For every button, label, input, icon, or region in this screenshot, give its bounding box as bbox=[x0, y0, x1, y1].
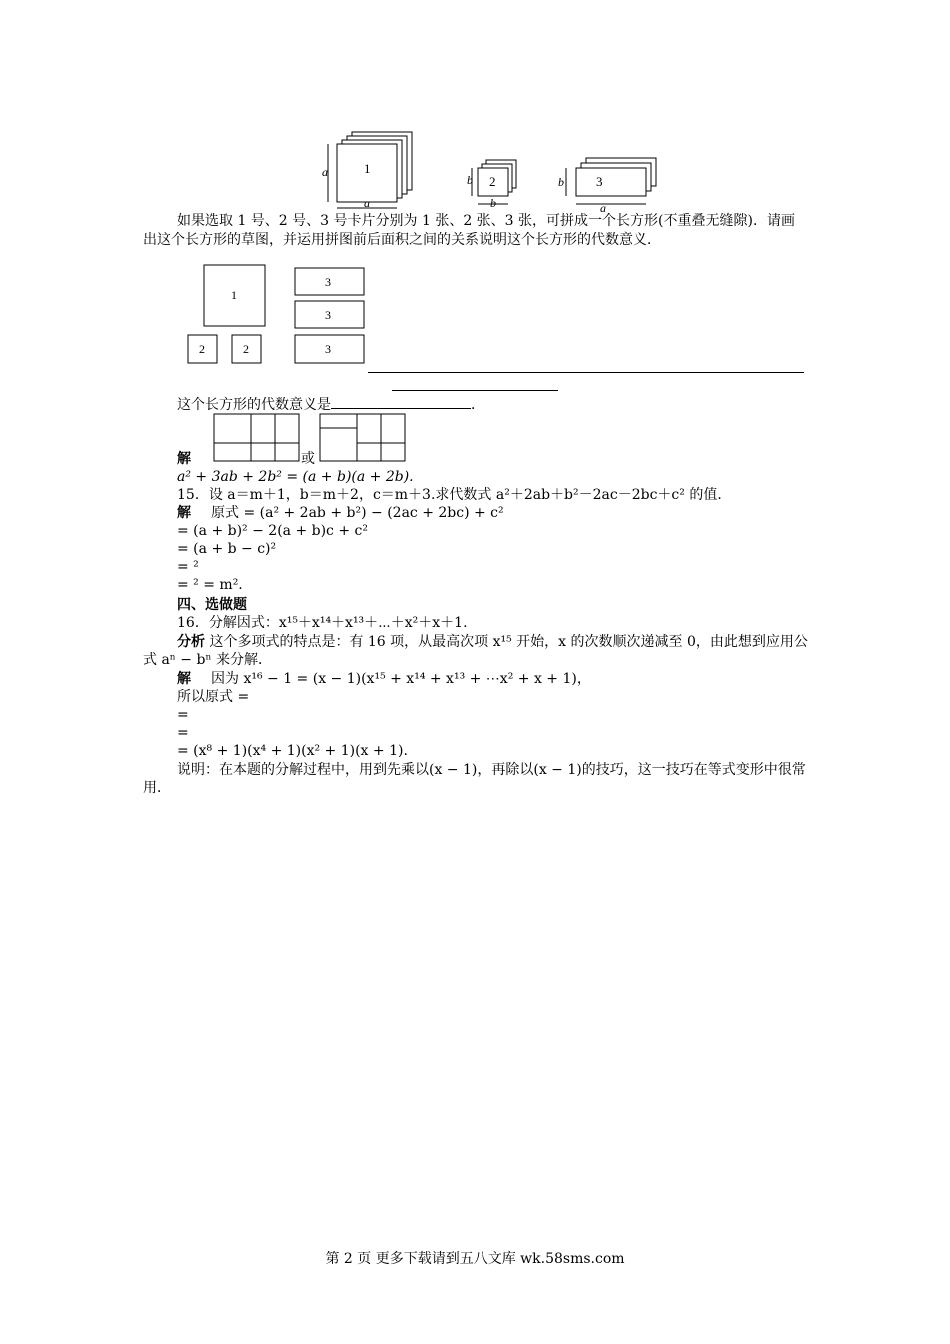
card2-bottom-label: b bbox=[490, 196, 496, 210]
q16-solution-label: 解 bbox=[177, 671, 191, 687]
card3-side-label: b bbox=[558, 175, 564, 189]
q15-stem: 15．设 a＝m＋1，b＝m＋2，c＝m＋3.求代数式 a²＋2ab＋b²－2ac－2bc＋c² 的值． bbox=[177, 487, 732, 503]
card3-stack bbox=[558, 158, 656, 212]
card1-label: 1 bbox=[364, 161, 371, 176]
solution-diagram-1 bbox=[213, 413, 301, 463]
q15-line-3: = (a + b − c)² bbox=[177, 541, 277, 557]
card1-stack bbox=[322, 132, 412, 210]
q16-line-5: = (x⁸ + 1)(x⁴ + 1)(x² + 1)(x + 1). bbox=[177, 743, 408, 759]
or-text: 或 bbox=[301, 451, 315, 467]
sketch-card-3a: 3 bbox=[325, 275, 331, 289]
q16-line-4: = bbox=[177, 725, 189, 741]
meaning-prefix: 这个长方形的代数意义是 bbox=[177, 397, 331, 413]
q15-line-2: = (a + b)² − 2(a + b)c + c² bbox=[177, 523, 368, 539]
solution-label: 解 bbox=[177, 451, 191, 467]
sketch-cards bbox=[180, 262, 380, 368]
q16-analysis-label: 分析 bbox=[177, 634, 205, 650]
card2-side-label: b bbox=[467, 173, 473, 187]
card3-label: 3 bbox=[596, 174, 603, 189]
meaning-suffix: ． bbox=[471, 397, 485, 413]
sketch-card-3c: 3 bbox=[325, 342, 331, 356]
card3-bottom-label: a bbox=[600, 201, 606, 212]
card1-bottom-label: a bbox=[364, 196, 370, 210]
meaning-line bbox=[177, 395, 485, 414]
q15-line-1: 原式 = (a² + 2ab + b²) − (2ac + 2bc) + c² bbox=[211, 505, 504, 521]
q16-analysis-text: 这个多项式的特点是：有 16 项，从最高次项 x¹⁵ 开始，x 的次数顺次递减至 0，由此想到应用公式 aⁿ − bⁿ 来分解． bbox=[143, 634, 808, 668]
sketch-card-3b: 3 bbox=[325, 308, 331, 322]
card-figures bbox=[320, 124, 680, 212]
answer-line-1[interactable] bbox=[368, 372, 804, 373]
sketch-card-1: 1 bbox=[231, 288, 237, 302]
sketch-card-2b: 2 bbox=[243, 342, 249, 356]
answer-line-2[interactable] bbox=[392, 390, 558, 391]
solution-diagram-2 bbox=[319, 413, 407, 463]
meaning-blank[interactable] bbox=[331, 395, 471, 409]
card2-label: 2 bbox=[489, 174, 496, 189]
card1-side-label: a bbox=[322, 165, 328, 179]
solution-result: a² + 3ab + 2b² = (a + b)(a + 2b). bbox=[177, 469, 414, 485]
q16-stem: 16．分解因式：x¹⁵＋x¹⁴＋x¹³＋⋯＋x²＋x＋1. bbox=[177, 615, 468, 631]
q16-analysis bbox=[143, 633, 808, 669]
q15-line-5: = ² = m². bbox=[177, 577, 243, 593]
card2-stack bbox=[467, 160, 516, 210]
q16-note: 说明：在本题的分解过程中，用到先乘以(x − 1)，再除以(x − 1)的技巧，这一技巧在等式变形中很常用． bbox=[143, 762, 806, 796]
sketch-card-2a: 2 bbox=[199, 342, 205, 356]
q15-solution-label: 解 bbox=[177, 505, 191, 521]
q16-line-3: = bbox=[177, 707, 189, 723]
q16-line-1: 因为 x¹⁶ − 1 = (x − 1)(x¹⁵ + x¹⁴ + x¹³ + ⋯x² + x + 1)， bbox=[211, 671, 591, 687]
page-footer: 第 2 页 更多下载请到五八文库 wk.58sms.com bbox=[325, 1251, 625, 1267]
q16-line-2: 所以原式 = bbox=[177, 689, 250, 705]
section-4-title: 四、选做题 bbox=[177, 597, 247, 613]
intro-paragraph: 如果选取 1 号、2 号、3 号卡片分别为 1 张、2 张、3 张，可拼成一个长方形(不重叠无缝隙)．请画出这个长方形的草图，并运用拼图前后面积之间的关系说明这个长方形的代数意义． bbox=[143, 213, 795, 248]
q15-line-4: = ² bbox=[177, 559, 199, 575]
